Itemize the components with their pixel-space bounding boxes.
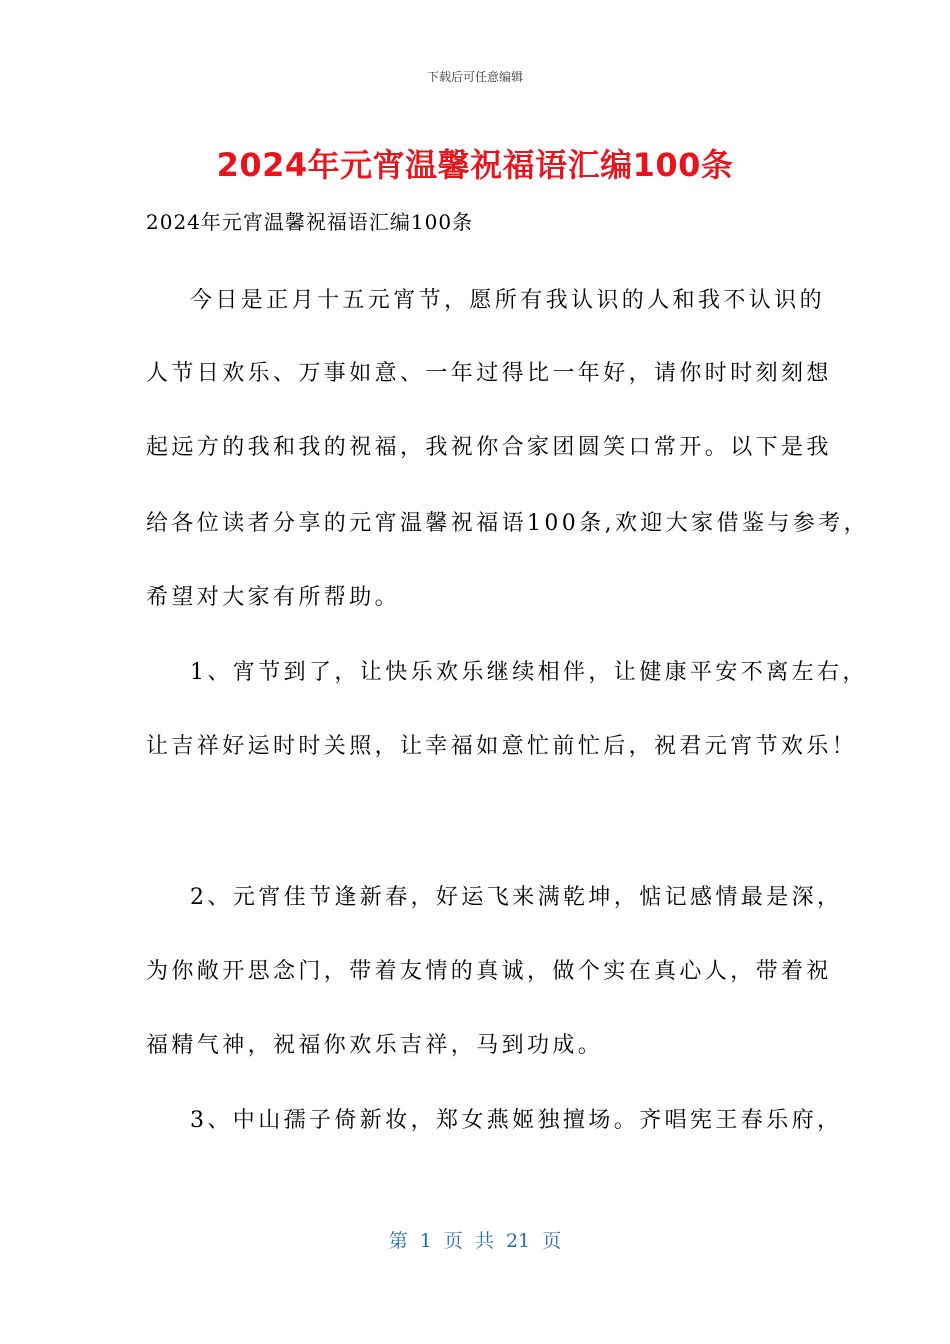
document-subtitle: 2024年元宵温馨祝福语汇编100条 <box>146 210 474 234</box>
intro-line: 给各位读者分享的元宵温馨祝福语100条,欢迎大家借鉴与参考， <box>146 511 869 536</box>
item2-line: 为你敞开思念门，带着友情的真诚，做个实在真心人，带着祝 <box>146 959 832 984</box>
item1-line: 1、宵节到了，让快乐欢乐继续相伴，让健康平安不离左右， <box>190 660 868 685</box>
item2-line: 福精气神，祝福你欢乐吉祥，马到功成。 <box>146 1033 604 1058</box>
intro-line: 起远方的我和我的祝福，我祝你合家团圆笑口常开。以下是我 <box>146 435 832 460</box>
item1-line: 让吉祥好运时时关照，让幸福如意忙前忙后，祝君元宵节欢乐！ <box>146 734 858 759</box>
intro-line: 人节日欢乐、万事如意、一年过得比一年好，请你时时刻刻想 <box>146 361 832 386</box>
item2-line: 2、元宵佳节逢新春，好运飞来满乾坤，惦记感情最是深， <box>190 885 843 910</box>
intro-line: 希望对大家有所帮助。 <box>146 585 401 610</box>
document-title: 2024年元宵温馨祝福语汇编100条 <box>216 146 734 184</box>
page-number: 第 1 页 共 21 页 <box>388 1230 562 1252</box>
item3-line: 3、中山孺子倚新妆，郑女燕姬独擅场。齐唱宪王春乐府， <box>190 1108 843 1133</box>
intro-line: 今日是正月十五元宵节，愿所有我认识的人和我不认识的 <box>190 288 826 313</box>
page-header-note: 下载后可任意编辑 <box>426 70 523 84</box>
